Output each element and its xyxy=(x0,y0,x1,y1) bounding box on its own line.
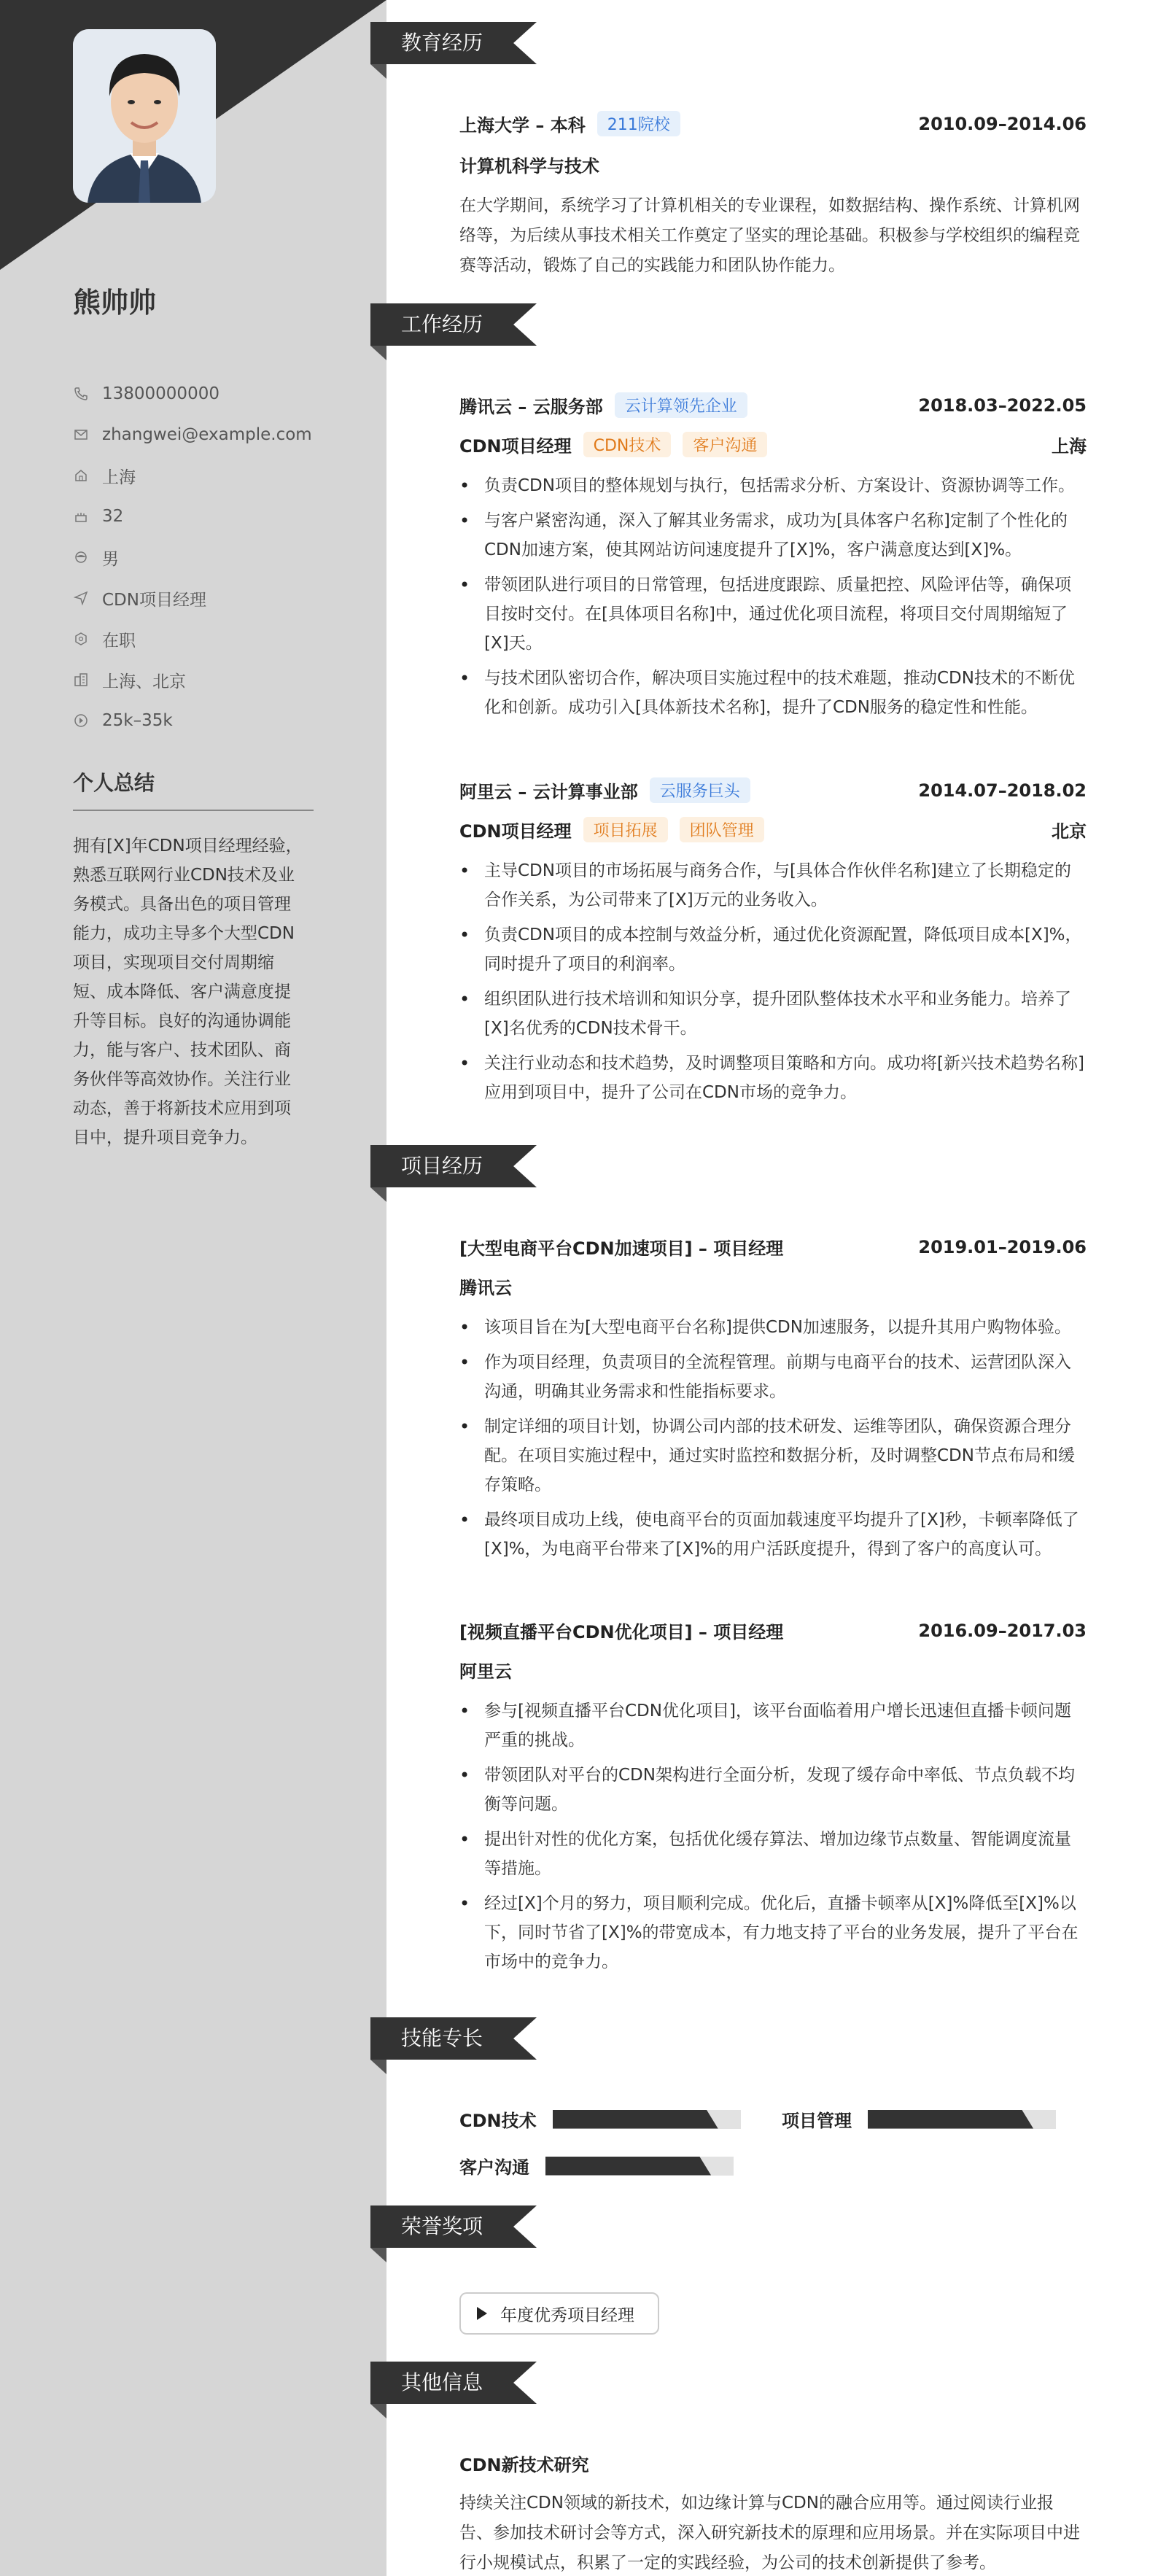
work-2-period: 2014.07–2018.02 xyxy=(918,780,1087,801)
work-1-location: 上海 xyxy=(1052,436,1087,457)
contact-phone-value: 13800000000 xyxy=(102,384,219,403)
city-icon xyxy=(73,672,89,688)
contact-city xyxy=(73,659,365,700)
summary-title: 个人总结 xyxy=(73,771,155,795)
education-major xyxy=(459,152,1087,177)
gender-icon xyxy=(73,549,89,565)
contact-email-value: zhangwei@example.com xyxy=(102,425,312,444)
skill-cdn-track xyxy=(553,2110,741,2129)
section-title-awards: 荣誉奖项 xyxy=(401,2214,483,2238)
other-desc: 持续关注CDN领域的新技术，如边缘计算与CDN的融合应用等。通过阅读行业报告、参加技术研讨会等方式，深入研究新技术的原理和应用场景。并在实际项目中进行小规模试点，积累了一定的实践经验，为公司的技术创新提供了参考。 xyxy=(459,2494,1080,2572)
section-header-education xyxy=(370,22,538,64)
home-icon xyxy=(73,468,89,484)
project-2-title: [视频直播平台CDN优化项目] – 项目经理 xyxy=(459,1622,784,1642)
project-2-header xyxy=(459,1618,1087,1643)
project-1-org-row xyxy=(459,1273,1087,1299)
other-title: CDN新技术研究 xyxy=(459,2455,589,2475)
main-content xyxy=(386,0,1158,2576)
contact-gender xyxy=(73,537,365,578)
salary-icon xyxy=(73,713,89,729)
list-item: • 该项目旨在为[大型电商平台名称]提供CDN加速服务，以提升其用户购物体验。 xyxy=(459,1313,1087,1342)
contact-salary-value: 25k–35k xyxy=(102,711,173,730)
contact-home xyxy=(73,455,365,496)
section-title-education: 教育经历 xyxy=(401,31,483,55)
other-title-row xyxy=(459,2451,1087,2476)
education-desc: 在大学期间，系统学习了计算机相关的专业课程，如数据结构、操作系统、计算机网络等，为后续从事技术相关工作奠定了坚实的理论基础。积极参与学校组织的编程竞赛等活动，锻炼了自己的实践能力和团队协作能力。 xyxy=(459,196,1080,275)
work-2-bullets xyxy=(459,856,1087,1113)
project-1-bullets xyxy=(459,1313,1087,1570)
work-2-role-row xyxy=(459,817,1087,842)
section-header-work xyxy=(370,303,538,346)
education-header xyxy=(459,111,1087,136)
project-1-header xyxy=(459,1234,1087,1260)
section-title-work: 工作经历 xyxy=(401,312,483,336)
age-icon xyxy=(73,508,89,524)
list-item: • 负责CDN项目的成本控制与效益分析，通过优化资源配置，降低项目成本[X]%，同时提升了项目的利润率。 xyxy=(459,920,1087,979)
work-1-company-tag: 云计算领先企业 xyxy=(615,392,747,418)
project-1-org: 腾讯云 xyxy=(459,1278,512,1298)
list-item: • 带领团队进行项目的日常管理，包括进度跟踪、质量把控、风险评估等，确保项目按时交付。在[具体项目名称]中，通过优化项目流程，将项目交付周期缩短了[X]天。 xyxy=(459,570,1087,658)
skill-cdn-fill xyxy=(553,2110,718,2129)
section-title-projects: 项目经历 xyxy=(401,1154,483,1178)
work-1-bullets xyxy=(459,471,1087,728)
skill-cdn-label: CDN技术 xyxy=(459,2111,537,2131)
work-1-header xyxy=(459,392,1087,418)
skill-cdn xyxy=(459,2106,741,2132)
skill-comm-label: 客户沟通 xyxy=(459,2157,529,2178)
skill-comm xyxy=(459,2153,734,2179)
list-item: • 作为项目经理，负责项目的全流程管理。前期与电商平台的技术、运营团队深入沟通，明确其业务需求和性能指标要求。 xyxy=(459,1348,1087,1406)
project-1-period: 2019.01–2019.06 xyxy=(918,1236,1087,1257)
work-2-tag-2: 团队管理 xyxy=(680,817,764,842)
phone-icon xyxy=(73,386,89,402)
list-item: • 制定详细的项目计划，协调公司内部的技术研发、运维等团队，确保资源合理分配。在项目实施过程中，通过实时监控和数据分析，及时调整CDN节点布局和缓存策略。 xyxy=(459,1412,1087,1500)
list-item: • 关注行业动态和技术趋势，及时调整项目策略和方向。成功将[新兴技术趋势名称]应用到项目中，提升了公司在CDN市场的竞争力。 xyxy=(459,1049,1087,1107)
avatar xyxy=(73,29,216,203)
contact-status-value: 在职 xyxy=(102,631,136,651)
section-header-other xyxy=(370,2362,538,2404)
skill-pm-label: 项目管理 xyxy=(782,2111,852,2131)
list-item: • 主导CDN项目的市场拓展与商务合作，与[具体合作伙伴名称]建立了长期稳定的合作关系，为公司带来了[X]万元的业务收入。 xyxy=(459,856,1087,915)
sidebar xyxy=(0,0,386,2576)
project-2-org-row xyxy=(459,1657,1087,1683)
work-1-tag-1: CDN技术 xyxy=(583,432,672,457)
skill-pm xyxy=(782,2106,1056,2132)
contact-status xyxy=(73,618,365,659)
work-2-role: CDN项目经理 xyxy=(459,821,572,842)
project-2-org: 阿里云 xyxy=(459,1661,512,1682)
section-title-other: 其他信息 xyxy=(401,2370,483,2394)
list-item: • 参与[视频直播平台CDN优化项目]，该平台面临着用户增长迅速但直播卡顿问题严重的挑战。 xyxy=(459,1696,1087,1755)
work-1-tag-2: 客户沟通 xyxy=(683,432,767,457)
list-item: • 提出针对性的优化方案，包括优化缓存算法、增加边缘节点数量、智能调度流量等措施。 xyxy=(459,1825,1087,1883)
skill-pm-fill xyxy=(868,2110,1033,2129)
summary-divider xyxy=(73,810,314,811)
work-1-period: 2018.03–2022.05 xyxy=(918,395,1087,416)
contact-list xyxy=(73,373,365,741)
contact-age-value: 32 xyxy=(102,507,124,526)
work-1-role: CDN项目经理 xyxy=(459,436,572,457)
list-item: • 最终项目成功上线，使电商平台的页面加载速度平均提升了[X]秒，卡顿率降低了[X]%，为电商平台带来了[X]%的用户活跃度提升，得到了客户的高度认可。 xyxy=(459,1505,1087,1564)
contact-salary xyxy=(73,700,365,741)
contact-city-value: 上海、北京 xyxy=(102,672,186,691)
work-2-tag-1: 项目拓展 xyxy=(583,817,668,842)
education-period: 2010.09–2014.06 xyxy=(918,113,1087,134)
skill-comm-fill xyxy=(545,2157,711,2176)
job-icon xyxy=(73,590,89,606)
play-icon xyxy=(477,2307,487,2320)
section-title-skills: 技能专长 xyxy=(401,2026,483,2050)
skill-comm-track xyxy=(545,2157,734,2176)
email-icon xyxy=(73,427,89,443)
education-school: 上海大学 – 本科 xyxy=(459,115,586,136)
list-item: • 与客户紧密沟通，深入了解其业务需求，成功为[具体客户名称]定制了个性化的CDN加速方案，使其网站访问速度提升了[X]%，客户满意度达到[X]%。 xyxy=(459,506,1087,565)
skill-pm-track xyxy=(868,2110,1056,2129)
summary-text: 拥有[X]年CDN项目经理经验，熟悉互联网行业CDN技术及业务模式。具备出色的项目管理能力，成功主导多个大型CDN项目，实现项目交付周期缩短、成本降低、客户满意度提升等目标。良好的沟通协调能力，能与客户、技术团队、商务伙伴等高效协作。关注行业动态，善于将新技术应用到项目中，提升项目竞争力。 xyxy=(73,837,303,1147)
section-header-awards xyxy=(370,2205,538,2248)
award-chip xyxy=(459,2292,659,2335)
contact-job-value: CDN项目经理 xyxy=(102,590,206,610)
work-2-header xyxy=(459,777,1087,803)
project-2-bullets xyxy=(459,1696,1087,1982)
list-item: • 组织团队进行技术培训和知识分享，提升团队整体技术水平和业务能力。培养了[X]名优秀的CDN技术骨干。 xyxy=(459,985,1087,1043)
list-item: • 经过[X]个月的努力，项目顺利完成。优化后，直播卡顿率从[X]%降低至[X]%以下，同时节省了[X]%的带宽成本，有力地支持了平台的业务发展，提升了平台在市场中的竞争力。 xyxy=(459,1889,1087,1976)
contact-home-value: 上海 xyxy=(102,468,136,487)
education-major-text: 计算机科学与技术 xyxy=(459,156,599,176)
list-item: • 与技术团队密切合作，解决项目实施过程中的技术难题，推动CDN技术的不断优化和创新。成功引入[具体新技术名称]，提升了CDN服务的稳定性和性能。 xyxy=(459,664,1087,722)
section-header-projects xyxy=(370,1145,538,1187)
work-2-company: 阿里云 – 云计算事业部 xyxy=(459,782,638,802)
profile-name: 熊帅帅 xyxy=(73,287,157,319)
status-icon xyxy=(73,631,89,647)
section-header-skills xyxy=(370,2017,538,2060)
list-item: • 负责CDN项目的整体规划与执行，包括需求分析、方案设计、资源协调等工作。 xyxy=(459,471,1087,500)
contact-email xyxy=(73,414,365,455)
work-1-company: 腾讯云 – 云服务部 xyxy=(459,397,603,417)
contact-age xyxy=(73,496,365,537)
list-item: • 带领团队对平台的CDN架构进行全面分析，发现了缓存命中率低、节点负载不均衡等问题。 xyxy=(459,1761,1087,1819)
project-1-title: [大型电商平台CDN加速项目] – 项目经理 xyxy=(459,1238,784,1259)
project-2-period: 2016.09–2017.03 xyxy=(918,1620,1087,1641)
education-tag: 211院校 xyxy=(597,111,680,136)
work-2-location: 北京 xyxy=(1052,821,1087,842)
work-1-role-row xyxy=(459,432,1087,457)
work-2-company-tag: 云服务巨头 xyxy=(650,777,750,803)
contact-phone xyxy=(73,373,365,414)
award-name: 年度优秀项目经理 xyxy=(500,2305,634,2325)
contact-job xyxy=(73,578,365,618)
contact-gender-value: 男 xyxy=(102,549,119,569)
